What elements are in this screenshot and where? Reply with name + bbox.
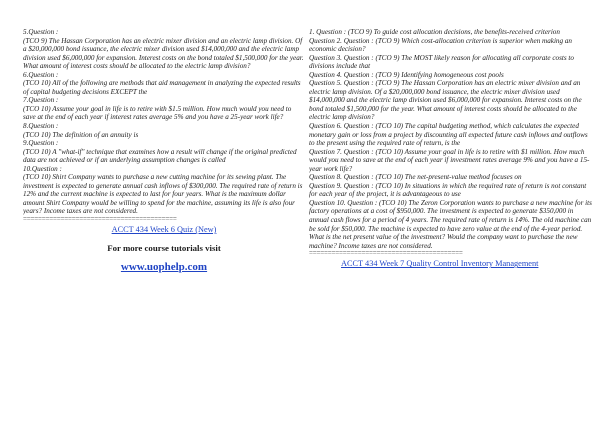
right-column	[309, 28, 593, 269]
right-paragraph: Question 8. Question : (TCO 10) The net-present-value method focuses on	[309, 173, 522, 182]
left-paragraph: (TCO 10) The definition of an annuity is	[23, 130, 139, 139]
separator-line: =========================================	[309, 250, 463, 258]
right-paragraph: Question 5. Question : (TCO 9) The Hassan Corporation has an electric mixer division and an electric lamp division. Of a $20,000,000 bond issuance, the electric mixer division used $14,000,000 and the electric lamp division used $6,000,000 for expansion. Interest costs on the bond totaled $1,500,000 for the year. What amount of interest costs should be allocated to the electric lamp division?	[309, 79, 582, 122]
site-link[interactable]: www.uophelp.com	[120, 261, 208, 274]
left-paragraph: 9.Question :	[23, 139, 59, 148]
left-paragraph: 6.Question :	[23, 70, 59, 79]
right-paragraph: Question 2. Question : (TCO 9) Which cost-allocation criterion is superior when making an economic decision?	[309, 36, 572, 54]
left-paragraph: (TCO 10) All of the following are methods that aid management in analyzing the expected results of capital budgeting decisions EXCEPT the	[23, 79, 301, 96]
right-paragraph: Question 9. Question : (TCO 10) In situations in which the required rate of return is not constant for each year of the project, it is advantageous to use	[309, 181, 587, 199]
right-paragraph: Question 4. Question : (TCO 9) Identifying homogeneous cost pools	[309, 70, 504, 79]
left-paragraph: 8.Question :	[23, 122, 59, 131]
left-paragraph: (TCO 9) The Hassan Corporation has an electric mixer division and an electric lamp division. Of a $20,000,000 bond issuance, the electric mixer division used $14,000,000 and the electric lamp division used $6,000,000 for expansion. Interest costs on the bond totaled $1,500,000 for the year. What amount of interest costs should be allocated to the electric lamp division?	[23, 36, 304, 71]
left-paragraph: (TCO 10) A "what-if" technique that examines how a result will change if the original predicted data are not achieved or if an underlying assumption changes is called	[23, 147, 297, 165]
right-paragraph: Question 7. Question : (TCO 10) Assume your goal in life is to retire with $1 million. How much would you need to save at the end of each year if investment rates average 9% and you have a 15-year work life?	[309, 147, 590, 173]
left-column	[23, 28, 305, 274]
left-paragraph: 7.Question :	[23, 96, 59, 105]
left-paragraph: (TCO 10) Assume your goal in life is to retire with $1.5 million. How much would you need to save at the end of each year if interest rates average 5% and you have a 25-year work life?	[23, 104, 292, 122]
right-paragraph: Question 3. Question : (TCO 9) The MOST likely reason for allocating all corporate costs to divisions include that	[309, 53, 574, 71]
week7-quality-control-link[interactable]: ACCT 434 Week 7 Quality Control Inventory Management	[341, 259, 539, 269]
left-paragraph: 5.Question :	[23, 28, 59, 36]
promo-text: For more course tutorials visit	[107, 243, 221, 254]
right-paragraph: 1. Question : (TCO 9) To guide cost allocation decisions, the benefits-received criterion	[309, 28, 560, 36]
left-paragraph: 10.Question :	[23, 164, 62, 173]
right-paragraph: Question 6. Question : (TCO 10) The capital budgeting method, which calculates the expected monetary gain or loss from a project by discounting all expected future cash inflows and outflows to the present using the required rate of return, is the	[309, 122, 588, 148]
week6-quiz-link[interactable]: ACCT 434 Week 6 Quiz (New)	[111, 225, 217, 235]
left-paragraph: (TCO 10) Shirt Company wants to purchase a new cutting machine for its sewing plant. The investment is expected to generate annual cash inflows of $300,000. The required rate of return is 12% and the current machine is expected to last for four years. What is the maximum dollar amount Shirt Company would be willing to spend for the machine, assuming its life is also four years? Income taxes are not considered.	[23, 173, 303, 216]
separator-line: =========================================	[23, 216, 177, 224]
right-paragraph: Question 10. Question : (TCO 10) The Zeron Corporation wants to purchase a new machine for its factory operations at a cost of $950,000. The investment is expected to generate $350,000 in annual cash flows for a period of 4 years. The required rate of return is 14%. The old machine can be sold for $50,000. The machine is expected to have zero value at the end of the 4-year period. What is the net present value of the investment? Would the company want to purchase the new machine? Income taxes are not considered.	[309, 198, 592, 250]
